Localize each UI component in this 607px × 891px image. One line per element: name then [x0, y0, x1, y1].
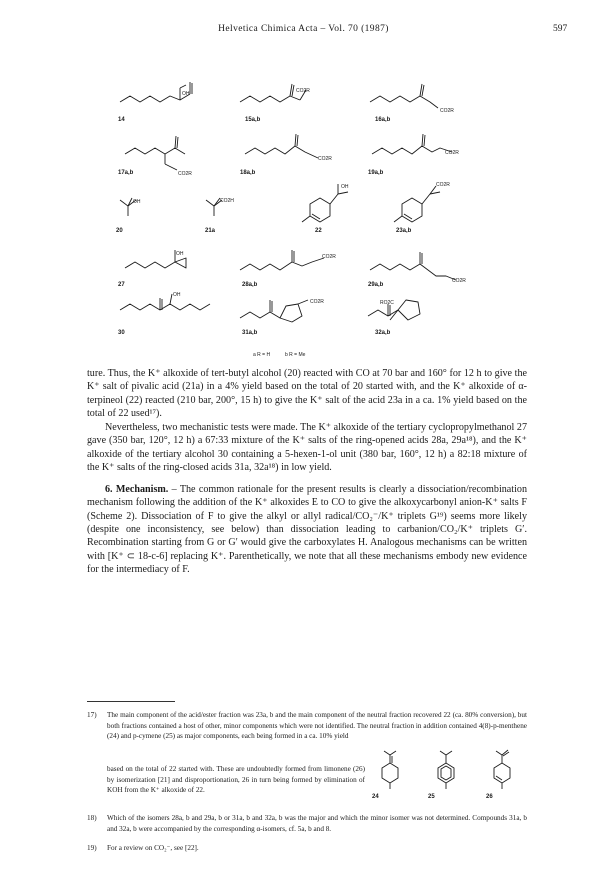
svg-text:27: 27 — [118, 282, 125, 288]
footnote-17-text: The main component of the acid/ester fraction was 23a, b and the main component of the neutral fraction recovered 22 (ca. 80% conversion), but both fractions contained a host of other, minor components which were not identified. The neutral fraction in addition contained 4(8)-p-menthene (24) and p-cymene (25) as major components, each being formed in a ca. 10% yield — [107, 711, 527, 741]
paragraph-1: ture. Thus, the K⁺ alkoxide of tert-butyl alcohol (20) reacted with CO at 70 bar and 160° for 12 h to give the K⁺ salt of pivalic acid (21a) in a 4% yield based on the total of 20 started with, and the K⁺ alkoxide of α-terpineol (22) reacted (210 bar, 200°, 15 h) to give the K⁺ salt of the acid 23a in a ca. 1% yield based on the total of 22 used¹⁷). — [87, 368, 527, 420]
svg-text:CO2R: CO2R — [436, 182, 450, 188]
svg-text:28a,b: 28a,b — [242, 282, 258, 288]
svg-text:OH: OH — [176, 251, 184, 257]
legend-b: b R = Me — [285, 352, 306, 358]
footnote-19-text: For a review on CO₂⁻, see [22]. — [107, 844, 199, 852]
svg-text:OH: OH — [133, 199, 141, 205]
svg-text:RO2C: RO2C — [380, 300, 394, 306]
svg-text:15a,b: 15a,b — [245, 117, 261, 123]
structure-24 — [372, 751, 398, 800]
structure-26 — [486, 750, 510, 800]
svg-text:21a: 21a — [205, 228, 216, 234]
svg-text:CO2R: CO2R — [318, 156, 332, 162]
svg-text:CO2R: CO2R — [452, 278, 466, 284]
svg-text:19a,b: 19a,b — [368, 170, 384, 176]
svg-text:26: 26 — [486, 794, 493, 800]
page-number: 597 — [553, 24, 568, 34]
footnote-17-text-continued: based on the total of 22 started with. These are undoubtedly formed from limonene (26) by isomerization [21] and disproportionation, 26 in turn being formed by elimination of KOH from the K⁺ alkoxide of 22. — [107, 765, 365, 795]
paragraph-3-text: – The common rationale for the present results is clearly a dissociation/recombination mechanism following the addition of the K⁺ alkoxides E to CO to give the alkoxycarbonyl anion-K⁺ salts F (Scheme 2). Dissociation of F to give the alkyl or allyl radical/CO₂⁻/K⁺ triplets G¹⁹) seems more likely (despite one inconsistency, see below) than dissociation leading to carbanion/CO₂/K⁺ triplets G′. Recombination starting from G or G′ would give the carboxylates H. Analogous mechanisms can be written with [K⁺ ⊂ 18-c-6] replacing K⁺. Parenthetically, we note that all these mechanisms embody new evidence for the intermediacy of F. — [87, 483, 527, 576]
svg-text:30: 30 — [118, 330, 125, 336]
svg-text:CO2R: CO2R — [445, 150, 459, 156]
svg-text:CO2R: CO2R — [296, 88, 310, 94]
svg-text:CO2R: CO2R — [310, 299, 324, 305]
paragraph-2: Nevertheless, two mechanistic tests were made. The K⁺ alkoxide of the tertiary cyclopropylmethanol 27 gave (350 bar, 120°, 12 h) a 67:33 mixture of the K⁺ salts of the ring-opened acids 28a, 29a¹⁸), and the K⁺ alkoxide of the tertiary alcohol 30 containing a 5-hexen-1-ol unit (380 bar, 160°, 12 h) a 82:18 mixture of the K⁺ salts of the ring-closed acids 31a, 32a¹⁸) in low yield. — [87, 421, 527, 474]
svg-text:17a,b: 17a,b — [118, 170, 134, 176]
svg-text:OH: OH — [182, 91, 190, 97]
svg-text:CO2R: CO2R — [178, 171, 192, 177]
svg-text:CO2H: CO2H — [220, 198, 234, 204]
svg-text:CO2R: CO2R — [322, 254, 336, 260]
svg-text:16a,b: 16a,b — [375, 117, 391, 123]
svg-text:31a,b: 31a,b — [242, 330, 258, 336]
svg-text:20: 20 — [116, 228, 123, 234]
legend-a: a R = H — [253, 352, 271, 358]
footnote-18 — [87, 813, 527, 834]
svg-text:OH: OH — [341, 184, 349, 190]
svg-text:25: 25 — [428, 794, 435, 800]
footnote-18-text: Which of the isomers 28a, b and 29a, b or 31a, b and 32a, b was the major and which the minor isomer was not determined. Compounds 31a, b and 32a, b were accompanied by the corresponding α-isomers, cf. 5a, b and 8. — [107, 814, 527, 833]
svg-text:OH: OH — [173, 292, 181, 298]
svg-text:24: 24 — [372, 794, 379, 800]
svg-text:CO2R: CO2R — [440, 108, 454, 114]
footnote-18-number: 18) — [87, 814, 97, 822]
svg-text:23a,b: 23a,b — [396, 228, 412, 234]
journal-title: Helvetica Chimica Acta – Vol. 70 (1987) — [218, 24, 389, 34]
footnote-19 — [87, 843, 527, 854]
section-title: 6. Mechanism. — [105, 483, 169, 495]
svg-text:14: 14 — [118, 117, 125, 123]
svg-text:22: 22 — [315, 228, 322, 234]
svg-text:29a,b: 29a,b — [368, 282, 384, 288]
structure-25 — [428, 751, 454, 800]
svg-text:32a,b: 32a,b — [375, 330, 391, 336]
footnote-17-number: 17) — [87, 711, 97, 719]
svg-text:18a,b: 18a,b — [240, 170, 256, 176]
footnote-19-number: 19) — [87, 844, 97, 852]
